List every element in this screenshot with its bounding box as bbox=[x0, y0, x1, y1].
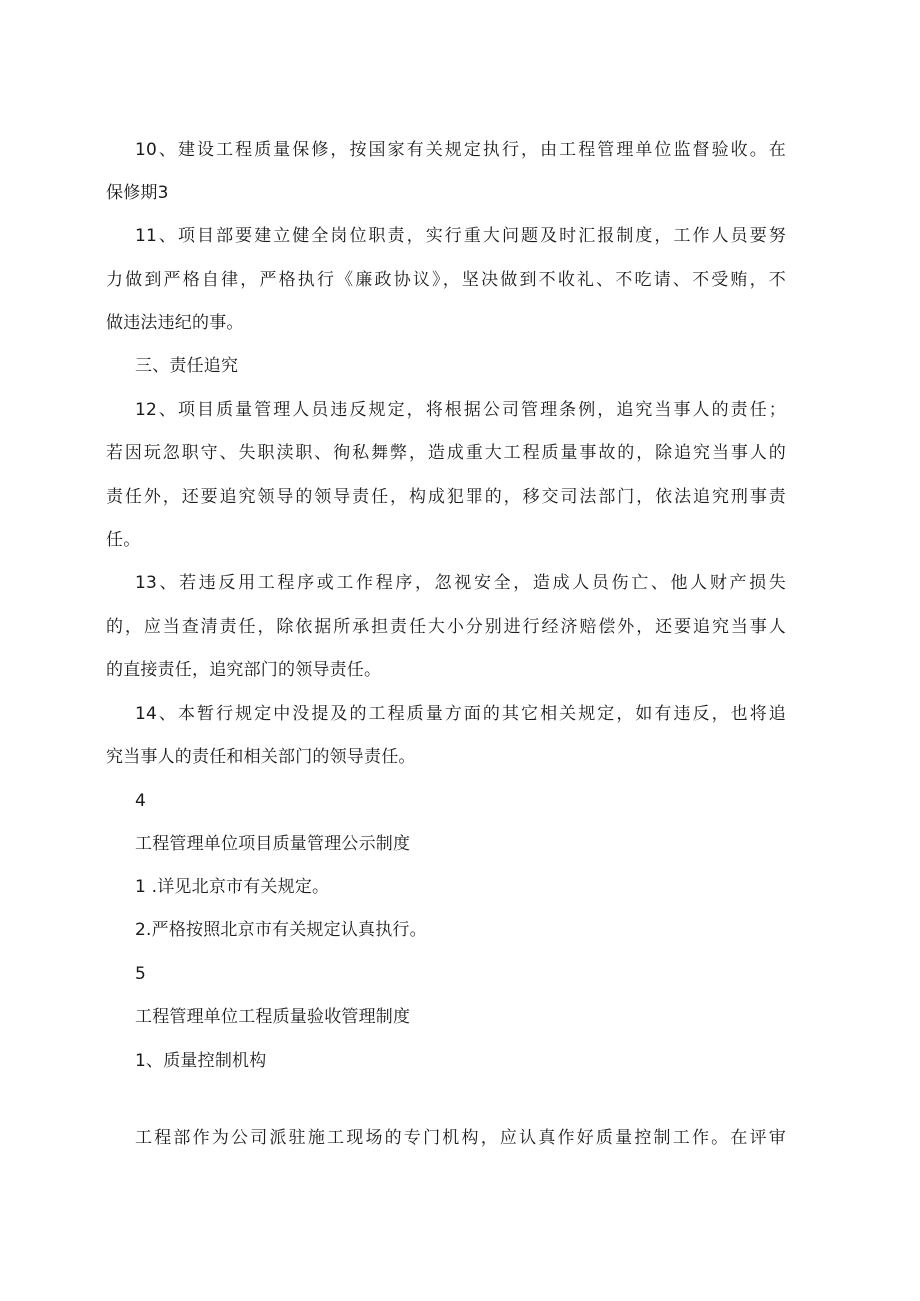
paragraph-11-line-3: 做违法违纪的事。 bbox=[106, 313, 244, 333]
paragraph-12-line-1: 12、项目质量管理人员违反规定，将根据公司管理条例，追究当事人的责任； bbox=[135, 400, 786, 420]
paragraph-10-line-1: 10、建设工程质量保修，按国家有关规定执行，由工程管理单位监督验收。在 bbox=[135, 140, 786, 160]
paragraph-12-line-2: 若因玩忽职守、失职渎职、徇私舞弊，造成重大工程质量事故的，除追究当事人的 bbox=[106, 443, 786, 463]
section-number-4: 4 bbox=[135, 791, 147, 811]
list-item-2: 2.严格按照北京市有关规定认真执行。 bbox=[135, 920, 427, 940]
paragraph-engineering-dept-line-1: 工程部作为公司派驻施工现场的专门机构，应认真作好质量控制工作。在评审 bbox=[135, 1128, 786, 1148]
paragraph-10-line-2: 保修期3 bbox=[106, 183, 169, 203]
paragraph-14-line-1: 14、本暂行规定中没提及的工程质量方面的其它相关规定，如有违反，也将追 bbox=[135, 704, 786, 724]
section-title-publicity-system: 工程管理单位项目质量管理公示制度 bbox=[135, 834, 411, 854]
paragraph-14-line-2: 究当事人的责任和相关部门的领导责任。 bbox=[106, 747, 416, 767]
paragraph-13-line-1: 13、若违反用工程序或工作程序，忽视安全，造成人员伤亡、他人财产损失 bbox=[135, 573, 786, 593]
section-title-acceptance-system: 工程管理单位工程质量验收管理制度 bbox=[135, 1007, 411, 1027]
paragraph-12-line-3: 责任外，还要追究领导的领导责任，构成犯罪的，移交司法部门，依法追究刑事责 bbox=[106, 487, 786, 507]
paragraph-13-line-2: 的，应当查清责任，除依据所承担责任大小分别进行经济赔偿外，还要追究当事人 bbox=[106, 617, 786, 637]
list-item-1: 1 .详见北京市有关规定。 bbox=[135, 877, 330, 897]
paragraph-12-line-4: 任。 bbox=[106, 530, 141, 550]
paragraph-11-line-2: 力做到严格自律，严格执行《廉政协议》，坚决做到不收礼、不吃请、不受贿，不 bbox=[106, 270, 786, 290]
section-heading-responsibility: 三、责任追究 bbox=[135, 356, 239, 376]
paragraph-13-line-3: 的直接责任，追究部门的领导责任。 bbox=[106, 660, 382, 680]
paragraph-11-line-1: 11、项目部要建立健全岗位职责，实行重大问题及时汇报制度，工作人员要努 bbox=[135, 226, 786, 246]
subsection-heading-quality-control: 1、质量控制机构 bbox=[135, 1051, 267, 1071]
section-number-5: 5 bbox=[135, 964, 147, 984]
